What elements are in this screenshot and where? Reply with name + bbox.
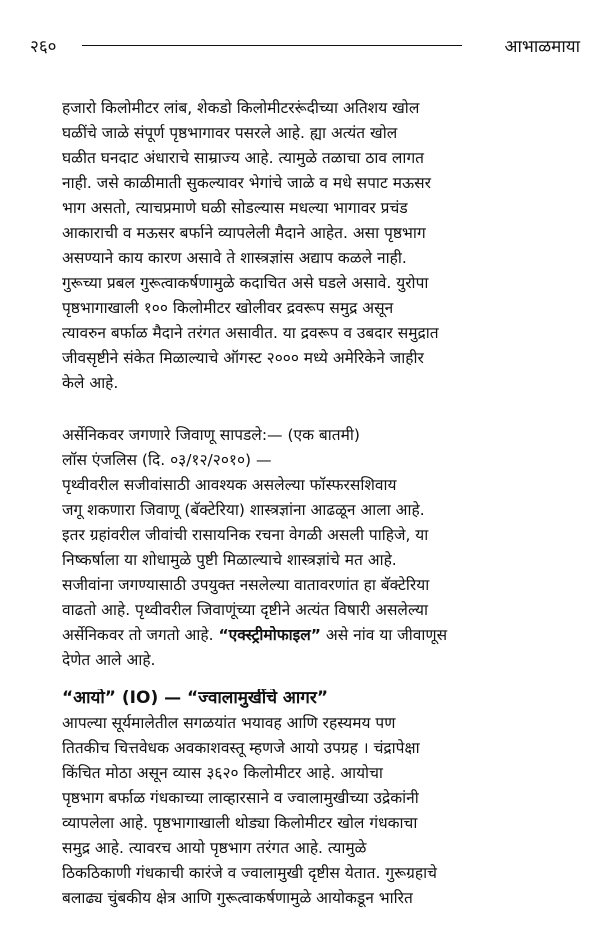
text-line: गुरूच्या प्रबल गुरूत्वाकर्षणामुळे कदाचित असे घडले असावे. युरोपा <box>62 274 429 292</box>
page-header <box>30 34 580 58</box>
header-rule <box>82 45 462 46</box>
page-number: २६० <box>30 37 57 57</box>
text-line: व्यापलेला आहे. पृष्ठभागाखाली थोड्या किलोमीटर खोल गंधकाचा <box>62 814 418 832</box>
text-line: तितकीच चित्तवेधक अवकाशवस्तू म्हणजे आयो उपग्रह । चंद्रापेक्षा <box>62 739 420 757</box>
text-line: ठिकठिकाणी गंधकाची कारंजे व ज्वालामुखी दृष्टीस येतात. गुरूग्रहाचे <box>62 864 437 882</box>
text-line: घळीत घनदाट अंधाराचे साम्राज्य आहे. त्यामुळे तळाचा ठाव लागत <box>62 149 425 167</box>
text-line: निष्कर्षाला या शोधामुळे पुष्टी मिळाल्याचे शास्त्रज्ञांचे मत आहे. <box>62 551 397 569</box>
news-title: अर्सेनिकवर जगणारे जिवाणू सापडले:— (एक बातमी) <box>62 426 360 444</box>
text-line: देणेत आले आहे. <box>62 651 156 669</box>
section-heading: “आयो” (IO) — “ज्वालामुखींचे आगर” <box>62 689 328 708</box>
text-line: जगू शकणारा जिवाणू (बॅक्टेरिया) शास्त्रज्ञांना आढळून आला आहे. <box>62 501 425 519</box>
news-dateline: लॉस एंजलिस (दि. ०३/१२/२०१०) — <box>62 451 272 469</box>
text-fragment: असे नांव या जीवाणूस <box>320 626 448 644</box>
text-line: भाग असतो, त्याचप्रमाणे घळी सोडल्यास मधल्या भागावर प्रचंड <box>62 199 408 217</box>
text-line: पृष्ठभागाखाली १०० किलोमीटर खोलीवर द्रवरूप समुद्र असून <box>62 299 394 317</box>
text-line: पृष्ठभाग बर्फाळ गंधकाच्या लाव्हारसाने व ज्वालामुखीच्या उद्रेकांनी <box>62 789 419 807</box>
text-line: इतर ग्रहांवरील जीवांची रासायनिक रचना वेगळी असली पाहिजे, या <box>62 526 429 544</box>
text-line: समुद्र आहे. त्यावरच आयो पृष्ठभाग तरंगत आहे. त्यामुळे <box>62 839 367 857</box>
text-line: पृथ्वीवरील सजीवांसाठी आवश्यक असलेल्या फॉस्फरसशिवाय <box>62 476 397 494</box>
text-line: वाढतो आहे. पृथ्वीवरील जिवाणूंच्या दृष्टीने अत्यंत विषारी असलेल्या <box>62 601 429 619</box>
text-line: आकाराची व मऊसर बर्फाने व्यापलेली मैदाने आहेत. असा पृष्ठभाग <box>62 224 426 242</box>
text-line: किंचित मोठा असून व्यास ३६२० किलोमीटर आहे. आयोचा <box>62 764 383 782</box>
text-line: असण्याने काय कारण असावे ते शास्त्रज्ञांस अद्याप कळले नाही. <box>62 249 407 267</box>
running-title: आभाळमाया <box>504 37 580 57</box>
text-line: घळींचे जाळे संपूर्ण पृष्ठभागावर पसरले आहे. ह्या अत्यंत खोल <box>62 124 398 142</box>
text-line: जीवसृष्टीने संकेत मिळाल्याचे ऑगस्ट २००० मध्ये अमेरिकेने जाहीर <box>62 349 424 367</box>
text-line-with-quote <box>62 626 576 645</box>
text-line: हजारो किलोमीटर लांब, शेकडो किलोमीटररूंदीच्या अतिशय खोल <box>62 99 420 117</box>
text-line: बलाढ्य चुंबकीय क्षेत्र आणि गुरूत्वाकर्षणामुळे आयोकडून भारित <box>62 889 413 907</box>
extremophile-term: “एक्स्ट्रीमोफाइल” <box>218 626 321 644</box>
text-line: आपल्या सूर्यमालेतील सगळयांत भयावह आणि रहस्यमय पण <box>62 714 396 732</box>
text-line: सजीवांना जगण्यासाठी उपयुक्त नसलेल्या वातावरणांत हा बॅक्टेरिया <box>62 576 430 594</box>
text-line: त्यावरुन बर्फाळ मैदाने तरंगत असावीत. या द्रवरूप व उबदार समुद्रात <box>62 324 439 342</box>
text-line: केले आहे. <box>62 374 119 392</box>
text-fragment: अर्सेनिकवर तो जगतो आहे. <box>62 626 214 644</box>
text-line: नाही. जसे काळीमाती सुकल्यावर भेगांचे जाळे व मधे सपाट मऊसर <box>62 174 431 192</box>
